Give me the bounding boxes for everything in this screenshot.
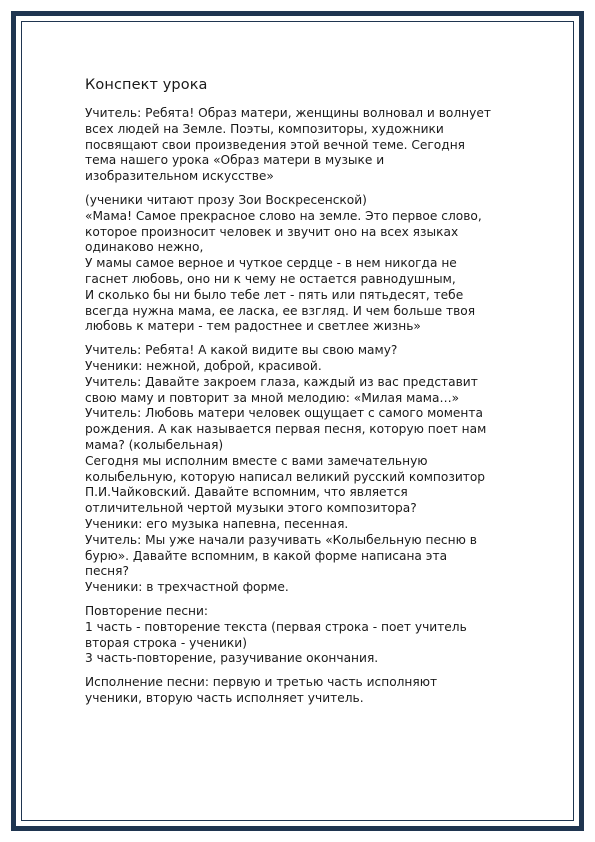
text-line: отличительной чертой музыки этого композитора?: [85, 501, 417, 516]
text-line: мама? (колыбельная): [85, 437, 224, 452]
text-line: всегда нужна мама, ее ласка, ее взгляд. И чем больше твоя: [85, 303, 476, 318]
text-line: которое произносит человек и звучит оно на всех языках: [85, 224, 459, 239]
text-line: Ученики: нежной, доброй, красивой.: [85, 358, 322, 373]
paragraph: [85, 343, 555, 596]
text-line: гаснет любовь, оно ни к чему не остается равнодушным,: [85, 271, 456, 286]
paragraph: [85, 106, 555, 185]
text-line: И сколько бы ни было тебе лет - пять или пятьдесят, тебе: [85, 287, 464, 302]
paragraph: [85, 604, 555, 667]
text-line: Учитель: Мы уже начали разучивать «Колыбельную песню в: [85, 532, 477, 547]
text-line: П.И.Чайковский. Давайте вспомним, что является: [85, 485, 408, 500]
text-line: Учитель: Ребята! Образ матери, женщины волновал и волнует: [85, 106, 491, 120]
document-title: Конспект урока: [85, 77, 208, 93]
text-line: любовь к матери - тем радостнее и светлее жизнь»: [85, 319, 421, 334]
text-line: колыбельную, которую написал великий русский композитор: [85, 469, 486, 484]
document-body: [85, 76, 555, 715]
text-line: песня?: [85, 564, 129, 579]
text-line: Исполнение песни: первую и третью часть исполняют: [85, 675, 438, 690]
text-line: Ученики: в трехчастной форме.: [85, 580, 289, 595]
text-line: «Мама! Самое прекрасное слово на земле. Это первое слово,: [85, 208, 482, 223]
text-line: Повторение песни:: [85, 603, 209, 618]
text-line: Учитель: Ребята! А какой видите вы свою маму?: [85, 343, 398, 358]
text-line: тема нашего урока «Образ матери в музыке и: [85, 153, 385, 168]
paragraph-list: [85, 106, 555, 707]
text-line: 1 часть - повторение текста (первая строка - поет учитель: [85, 619, 467, 634]
text-line: 3 часть-повторение, разучивание окончания.: [85, 651, 379, 666]
text-line: одинаково нежно,: [85, 240, 204, 255]
text-line: свою маму и повторит за мной мелодию: «Милая мама…»: [85, 390, 460, 405]
text-line: всех людей на Земле. Поэты, композиторы, художники: [85, 121, 444, 136]
text-line: изобразительном искусстве»: [85, 169, 274, 184]
paragraph: [85, 193, 555, 335]
text-line: посвящают свои произведения этой вечной теме. Сегодня: [85, 137, 465, 152]
text-line: У мамы самое верное и чуткое сердце - в нем никогда не: [85, 256, 457, 271]
paragraph: [85, 675, 555, 707]
text-line: Сегодня мы исполним вместе с вами замечательную: [85, 453, 428, 468]
text-line: ученики, вторую часть исполняет учитель.: [85, 690, 364, 705]
text-line: (ученики читают прозу Зои Воскресенской): [85, 192, 367, 207]
text-line: вторая строка - ученики): [85, 635, 247, 650]
text-line: Учитель: Любовь матери человек ощущает с самого момента: [85, 406, 483, 421]
text-line: бурю». Давайте вспомним, в какой форме написана эта: [85, 548, 448, 563]
text-line: Учитель: Давайте закроем глаза, каждый из вас представит: [85, 374, 478, 389]
text-line: Ученики: его музыка напевна, песенная.: [85, 516, 349, 531]
text-line: рождения. А как называется первая песня, которую поет нам: [85, 422, 487, 437]
